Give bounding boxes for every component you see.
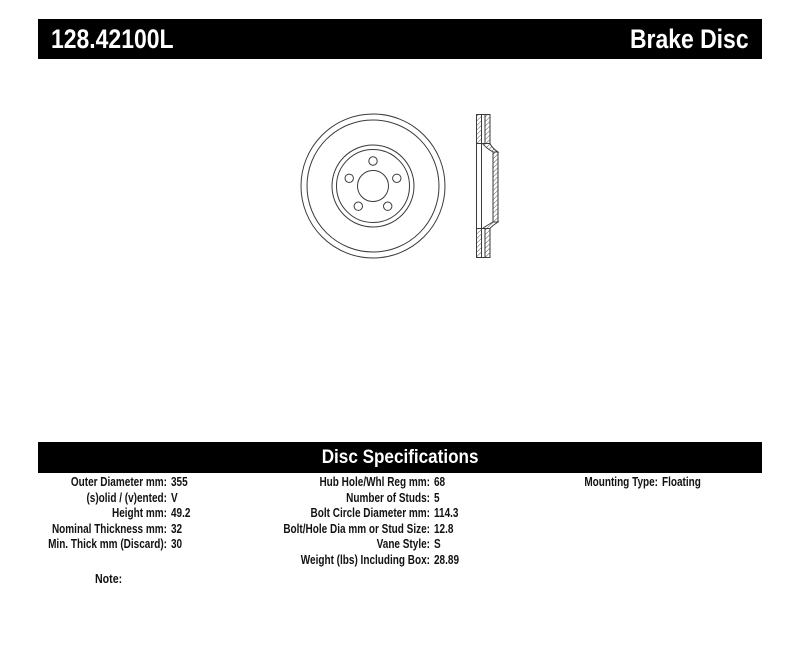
- spec-label: Nominal Thickness mm:: [51, 521, 167, 536]
- center-bore-circle: [358, 171, 389, 202]
- stud-hole-icon: [345, 174, 353, 182]
- spec-label: Min. Thick mm (Discard):: [48, 537, 167, 552]
- part-number: 128.42100L: [51, 23, 174, 54]
- spec-value: V: [171, 490, 178, 505]
- spec-value: 32: [171, 521, 183, 536]
- spec-row-solid-vented: [35, 491, 190, 507]
- brake-disc-cross-section-view: [477, 115, 499, 258]
- spec-value: 68: [434, 475, 446, 489]
- note-label: Note:: [95, 572, 123, 586]
- spec-row-mounting-type: [538, 475, 701, 491]
- spec-value: 5: [434, 490, 440, 505]
- stud-hole-icon: [369, 157, 377, 165]
- spec-row-bolt-circle-diameter: [266, 506, 459, 522]
- spec-row-nominal-thickness: [35, 522, 190, 538]
- stud-hole-icon: [354, 202, 362, 210]
- section-top-bend: [483, 144, 499, 153]
- spec-value: Floating: [662, 475, 701, 489]
- spec-label: Height mm:: [112, 506, 167, 521]
- section-hat-wall: [493, 152, 498, 222]
- brake-disc-front-view: [301, 114, 445, 258]
- spec-row-min-thick: [35, 537, 190, 553]
- spec-value: 30: [171, 537, 183, 552]
- spec-value: 114.3: [434, 506, 459, 521]
- hat-outer-circle: [332, 145, 414, 227]
- section-bottom-bend: [483, 222, 499, 229]
- product-name: Brake Disc: [630, 23, 749, 54]
- spec-row-outer-diameter: [35, 475, 190, 491]
- spec-value: 28.89: [434, 552, 460, 567]
- spec-section-title: Disc Specifications: [321, 446, 479, 468]
- spec-label: Weight (lbs) Including Box:: [300, 552, 430, 567]
- spec-label: Vane Style:: [376, 537, 430, 552]
- spec-row-weight: [266, 553, 459, 569]
- spec-label: Hub Hole/Whl Reg mm:: [319, 475, 430, 489]
- spec-column-right: [538, 475, 701, 491]
- spec-section-header-bar: [38, 442, 762, 473]
- spec-label: Bolt/Hole Dia mm or Stud Size:: [283, 521, 430, 536]
- spec-label: Number of Studs:: [346, 490, 430, 505]
- spec-value: 355: [171, 475, 188, 489]
- spec-row-number-of-studs: [266, 491, 459, 507]
- stud-hole-icon: [393, 174, 401, 182]
- outer-diameter-circle: [301, 114, 445, 258]
- spec-row-bolt-hole-dia: [266, 522, 459, 538]
- spec-value: S: [434, 537, 441, 552]
- spec-row-height: [35, 506, 190, 522]
- stud-hole-icon: [384, 202, 392, 210]
- hat-inner-circle: [337, 150, 410, 223]
- spec-label: Outer Diameter mm:: [70, 475, 167, 489]
- friction-ring-circle: [307, 120, 439, 252]
- spec-row-vane-style: [266, 537, 459, 553]
- spec-value: 49.2: [171, 506, 191, 521]
- spec-label: Mounting Type:: [584, 475, 658, 489]
- spec-column-left: [35, 475, 190, 553]
- spec-row-hub-hole: [266, 475, 459, 491]
- spec-label: Bolt Circle Diameter mm:: [310, 506, 430, 521]
- spec-value: 12.8: [434, 521, 454, 536]
- spec-column-center: [266, 475, 459, 569]
- spec-label: (s)olid / (v)ented:: [86, 490, 167, 505]
